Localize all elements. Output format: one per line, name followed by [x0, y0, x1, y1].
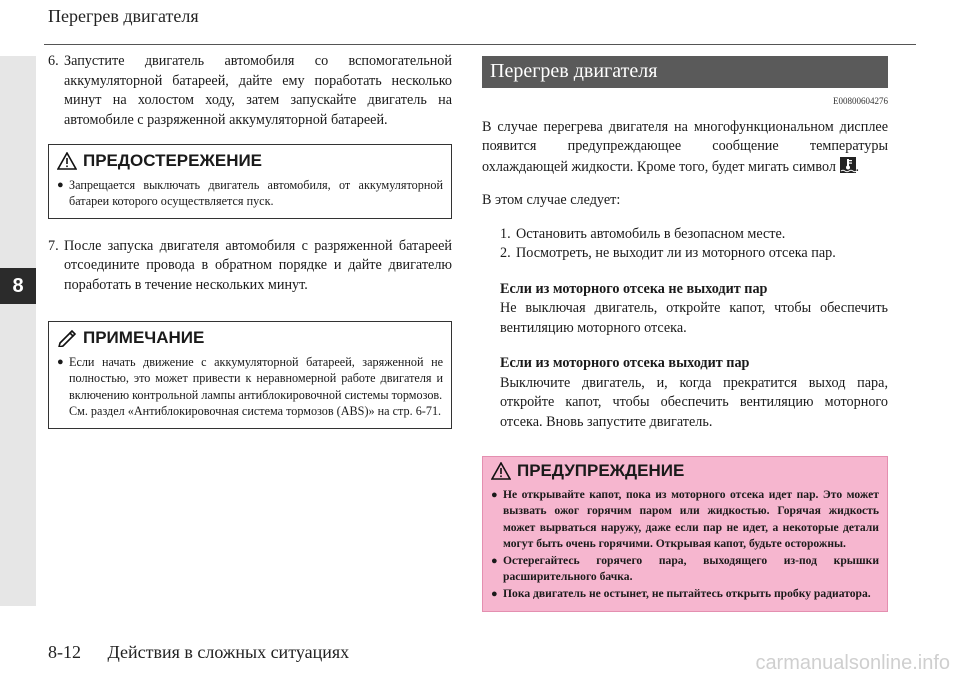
header-rule — [44, 44, 916, 45]
bullet-dot-icon: ● — [491, 588, 498, 601]
case-heading: Если из моторного отсека выходит пар — [500, 355, 750, 371]
case-steam — [500, 354, 888, 432]
right-column — [482, 52, 888, 612]
coolant-temperature-icon — [840, 157, 856, 173]
case-text: Выключите двигатель, и, когда прекратится выход пара, откройте капот, чтобы обеспечить вентиляцию моторного отсека. Вновь запустите двигатель. — [500, 374, 888, 430]
warning-box — [482, 456, 888, 612]
caution-title-text: ПРЕДОСТЕРЕЖЕНИЕ — [83, 151, 263, 170]
intro-text-end: . — [855, 158, 860, 175]
step-7 — [48, 237, 452, 296]
caution-item — [57, 177, 443, 210]
note-item — [57, 354, 443, 420]
page-number: 8-12 — [48, 642, 81, 662]
note-title-text: ПРИМЕЧАНИЕ — [83, 328, 205, 347]
document-code: E00800604276 — [833, 96, 888, 106]
pencil-icon — [57, 329, 77, 347]
step-text: Запустите двигатель автомобиля со вспомогательной аккумуляторной батареей, дайте ему поработать несколько минут на холостом ходу, затем запускайте двигатель на автомобиле с разряженной аккумуляторной батареей. — [64, 53, 452, 128]
caution-item-text: Запрещается выключать двигатель автомобиля, от аккумуляторной батареи которого осуществляется пуск. — [69, 177, 443, 208]
section-title: Перегрев двигателя — [482, 56, 888, 88]
caution-body — [49, 175, 451, 218]
warning-item-text: Остерегайтесь горячего пара, выходящего из-под крышки расширительного бачка. — [503, 553, 879, 584]
bullet-dot-icon: ● — [491, 488, 498, 501]
caution-title — [49, 145, 451, 175]
note-item-text-main: Если начать движение с аккумуляторной батареей, заряженной не полностью, это может привести к неравномерной работе двигателя и включению контрольной лампы антиблокировочной системы тормозов. — [69, 354, 443, 402]
warning-title-text: ПРЕДУПРЕЖДЕНИЕ — [517, 461, 685, 480]
warning-item — [491, 586, 879, 603]
page-header: Перегрев двигателя — [48, 6, 199, 26]
step-2 — [500, 244, 888, 264]
bullet-dot-icon: ● — [491, 554, 498, 567]
step-number: 1. — [500, 225, 511, 242]
intro-paragraph — [482, 118, 888, 178]
caution-box — [48, 144, 452, 219]
warning-triangle-icon — [491, 462, 511, 480]
footer-section: Действия в сложных ситуациях — [107, 642, 350, 662]
warning-body — [483, 485, 887, 611]
intro-text: В случае перегрева двигателя на многофункциональном дисплее появится предупреждающее сообщение температуры охлаждающей жидкости. Кроме того, будет мигать символ — [482, 118, 888, 175]
case-heading: Если из моторного отсека не выходит пар — [500, 280, 768, 297]
intro-paragraph-2: В этом случае следует: — [482, 192, 621, 208]
step-number: 7. — [48, 237, 59, 254]
note-item-text — [69, 354, 443, 420]
note-body — [49, 352, 451, 428]
bullet-dot-icon: ● — [57, 355, 64, 368]
warning-item-text: Не открывайте капот, пока из моторного отсека идет пар. Это может вызвать ожог горячим паром или жидкостью. Горячая жидкость может вырваться наружу, даже если пар не идет, а некоторые детали могут быть очень горячими. Открывая капот, будьте осторожны. — [503, 487, 879, 551]
page-footer — [48, 642, 349, 663]
note-title — [49, 322, 451, 352]
warning-item — [491, 487, 879, 553]
warning-item-text: Пока двигатель не остынет, не пытайтесь открыть пробку радиатора. — [503, 587, 871, 601]
step-1 — [500, 225, 888, 245]
warning-title — [483, 457, 887, 485]
note-box — [48, 321, 452, 429]
case-text: Не выключая двигатель, откройте капот, чтобы обеспечить вентиляцию моторного отсека. — [500, 300, 888, 336]
note-reference: См. раздел «Антиблокировочная система тормозов (ABS)» на стр. 6-71. — [69, 404, 442, 418]
warning-item — [491, 553, 879, 586]
step-6 — [48, 52, 452, 130]
step-text: Посмотреть, не выходит ли из моторного отсека пар. — [516, 245, 836, 261]
step-number: 6. — [48, 53, 59, 69]
watermark: carmanualsonline.info — [755, 652, 950, 674]
chapter-tab: 8 — [0, 268, 36, 304]
bullet-dot-icon: ● — [57, 178, 64, 191]
side-strip — [0, 56, 36, 606]
step-text: После запуска двигателя автомобиля с разряженной батареей отсоедините провода в обратном порядке и дайте двигателю поработать в течение нескольких минут. — [64, 237, 452, 293]
step-text: Остановить автомобиль в безопасном месте. — [516, 225, 786, 242]
case-no-steam — [500, 280, 888, 339]
left-column — [48, 52, 452, 429]
warning-triangle-icon — [57, 152, 77, 170]
steps-list — [500, 225, 888, 264]
step-number: 2. — [500, 245, 511, 261]
